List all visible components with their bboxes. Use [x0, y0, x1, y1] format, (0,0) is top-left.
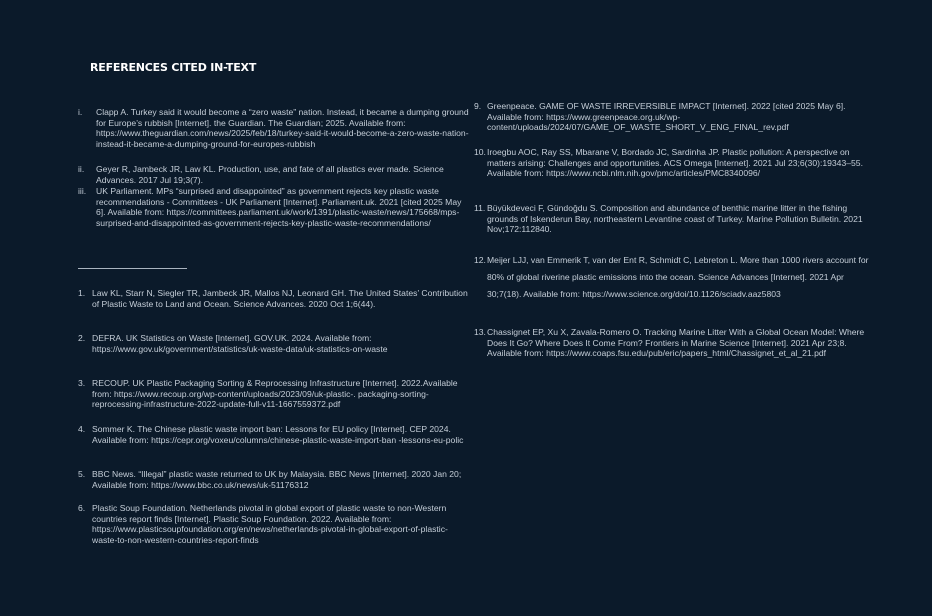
reference-number: 12. [474, 255, 486, 265]
reference-text: Meijer LJJ, van Emmerik T, van der Ent R, Schmidt C, Lebreton L. More than 1000 rivers account for 80% of global riverine plastic emissions into the ocean. Science Advances [Internet]. 2021 Apr 30;7(18). Available from: https://www.science.org/doi/10.1126/sciadv.aaz5803 [487, 255, 869, 299]
reference-text: Greenpeace. GAME OF WASTE IRREVERSIBLE IMPACT [Internet]. 2022 [cited 2025 May 6]. Available from: https://www.greenpeace.org.uk/wp-content/uploads/2024/07/GAME_OF_WASTE_SHORT_V_ENG_FINAL_rev.pdf [487, 101, 846, 133]
reference-number: 5. [78, 469, 86, 479]
reference-number: i. [78, 107, 83, 117]
reference-number: 9. [474, 101, 482, 111]
reference-number: 6. [78, 503, 86, 513]
reference-text: Chassignet EP, Xu X, Zavala-Romero O. Tracking Marine Litter With a Global Ocean Model: Where Does It Go? Where Does It Come From? Frontiers in Marine Science [Internet]. 2021 Apr 23;8. Available from: https://www.coaps.fsu.edu/pub/eric/papers_html/Chassignet_et_al_21.pdf [487, 327, 865, 359]
reference-text: Geyer R, Jambeck JR, Law KL. Production, use, and fate of all plastics ever made. Science Advances. 2017 Jul 19;3(7). [96, 164, 444, 185]
reference-number: ii. [78, 164, 85, 174]
reference-number: 2. [78, 333, 86, 343]
reference-text: UK Parliament. MPs “surprised and disappointed” as government rejects key plastic waste recommendations - Committees - UK Parliament [Internet]. Parliament.uk. 2021 [cited 2025 May 6]. Available from: https://committees.parliament.uk/work/1391/plastic-waste/news/175668/mps-surprised-and-disappointed-as-government-rejects-key-plastic-waste-recommendations/ [96, 186, 462, 228]
page-title: REFERENCES CITED IN-TEXT [90, 61, 257, 74]
reference-text: RECOUP. UK Plastic Packaging Sorting & Reprocessing Infrastructure [Internet]. 2022.Available from: https://www.recoup.org/wp-content/uploads/2023/09/uk-plastic-. packaging-sorting-reprocessing-infrastructure-2022-update-full-v11-1667559372.pdf [92, 378, 458, 410]
reference-text: Büyükdeveci F, Gündoğdu S. Composition and abundance of benthic marine litter in the fishing grounds of Iskenderun Bay, northeastern Levantine coast of Turkey. Marine Pollution Bulletin. 2021 Nov;172:112840. [487, 203, 863, 235]
reference-text: Law KL, Starr N, Siegler TR, Jambeck JR, Mallos NJ, Leonard GH. The United States’ Contribution of Plastic Waste to Land and Ocean. Science Advances. 2020 Oct 1;6(44). [92, 288, 468, 309]
reference-number: 1. [78, 288, 86, 298]
reference-text: BBC News. “Illegal” plastic waste returned to UK by Malaysia. BBC News [Internet]. 2020 Jan 20; Available from: https://www.bbc.co.uk/news/uk-51176312 [92, 469, 462, 490]
section-divider [78, 268, 187, 269]
reference-text: Iroegbu AOC, Ray SS, Mbarane V, Bordado JC, Sardinha JP. Plastic pollution: A perspective on matters arising: Challenges and opportunities. ACS Omega [Internet]. 2021 Jul 23;6(30):19343–55. Available from: https://www.ncbi.nlm.nih.gov/pmc/articles/PMC8340096/ [487, 147, 863, 179]
reference-number: 4. [78, 424, 86, 434]
reference-number: 3. [78, 378, 86, 388]
reference-text: DEFRA. UK Statistics on Waste [Internet]. GOV.UK. 2024. Available from: https://www.gov.uk/government/statistics/uk-waste-data/uk-statistics-on-waste [92, 333, 388, 354]
reference-number: 10. [474, 147, 486, 157]
reference-number: iii. [78, 186, 87, 196]
reference-text: Clapp A. Turkey said it would become a “zero waste” nation. Instead, it became a dumping ground for Europe’s rubbish [Internet]. the Guardian. The Guardian; 2025. Available from: https://www.theguardian.com/news/2025/feb/18/turkey-said-it-would-become-a-zero-waste-nation-instead-it-became-a-dumping-ground-for-europes-rubbish [96, 107, 469, 149]
reference-text: Sommer K. The Chinese plastic waste import ban: Lessons for EU policy [Internet]. CEP 2024. Available from: https://cepr.org/voxeu/columns/chinese-plastic-waste-import-ban -lessons-eu-polic [92, 424, 464, 445]
reference-number: 11. [474, 203, 486, 213]
reference-text: Plastic Soup Foundation. Netherlands pivotal in global export of plastic waste to non-Western countries report finds [Internet]. Plastic Soup Foundation. 2022. Available from: https://www.plasticsoupfoundation.org/en/news/netherlands-pivotal-in-global-export-of-plastic-waste-to-non-western-countries-report-finds [92, 503, 448, 545]
reference-number: 13. [474, 327, 486, 337]
